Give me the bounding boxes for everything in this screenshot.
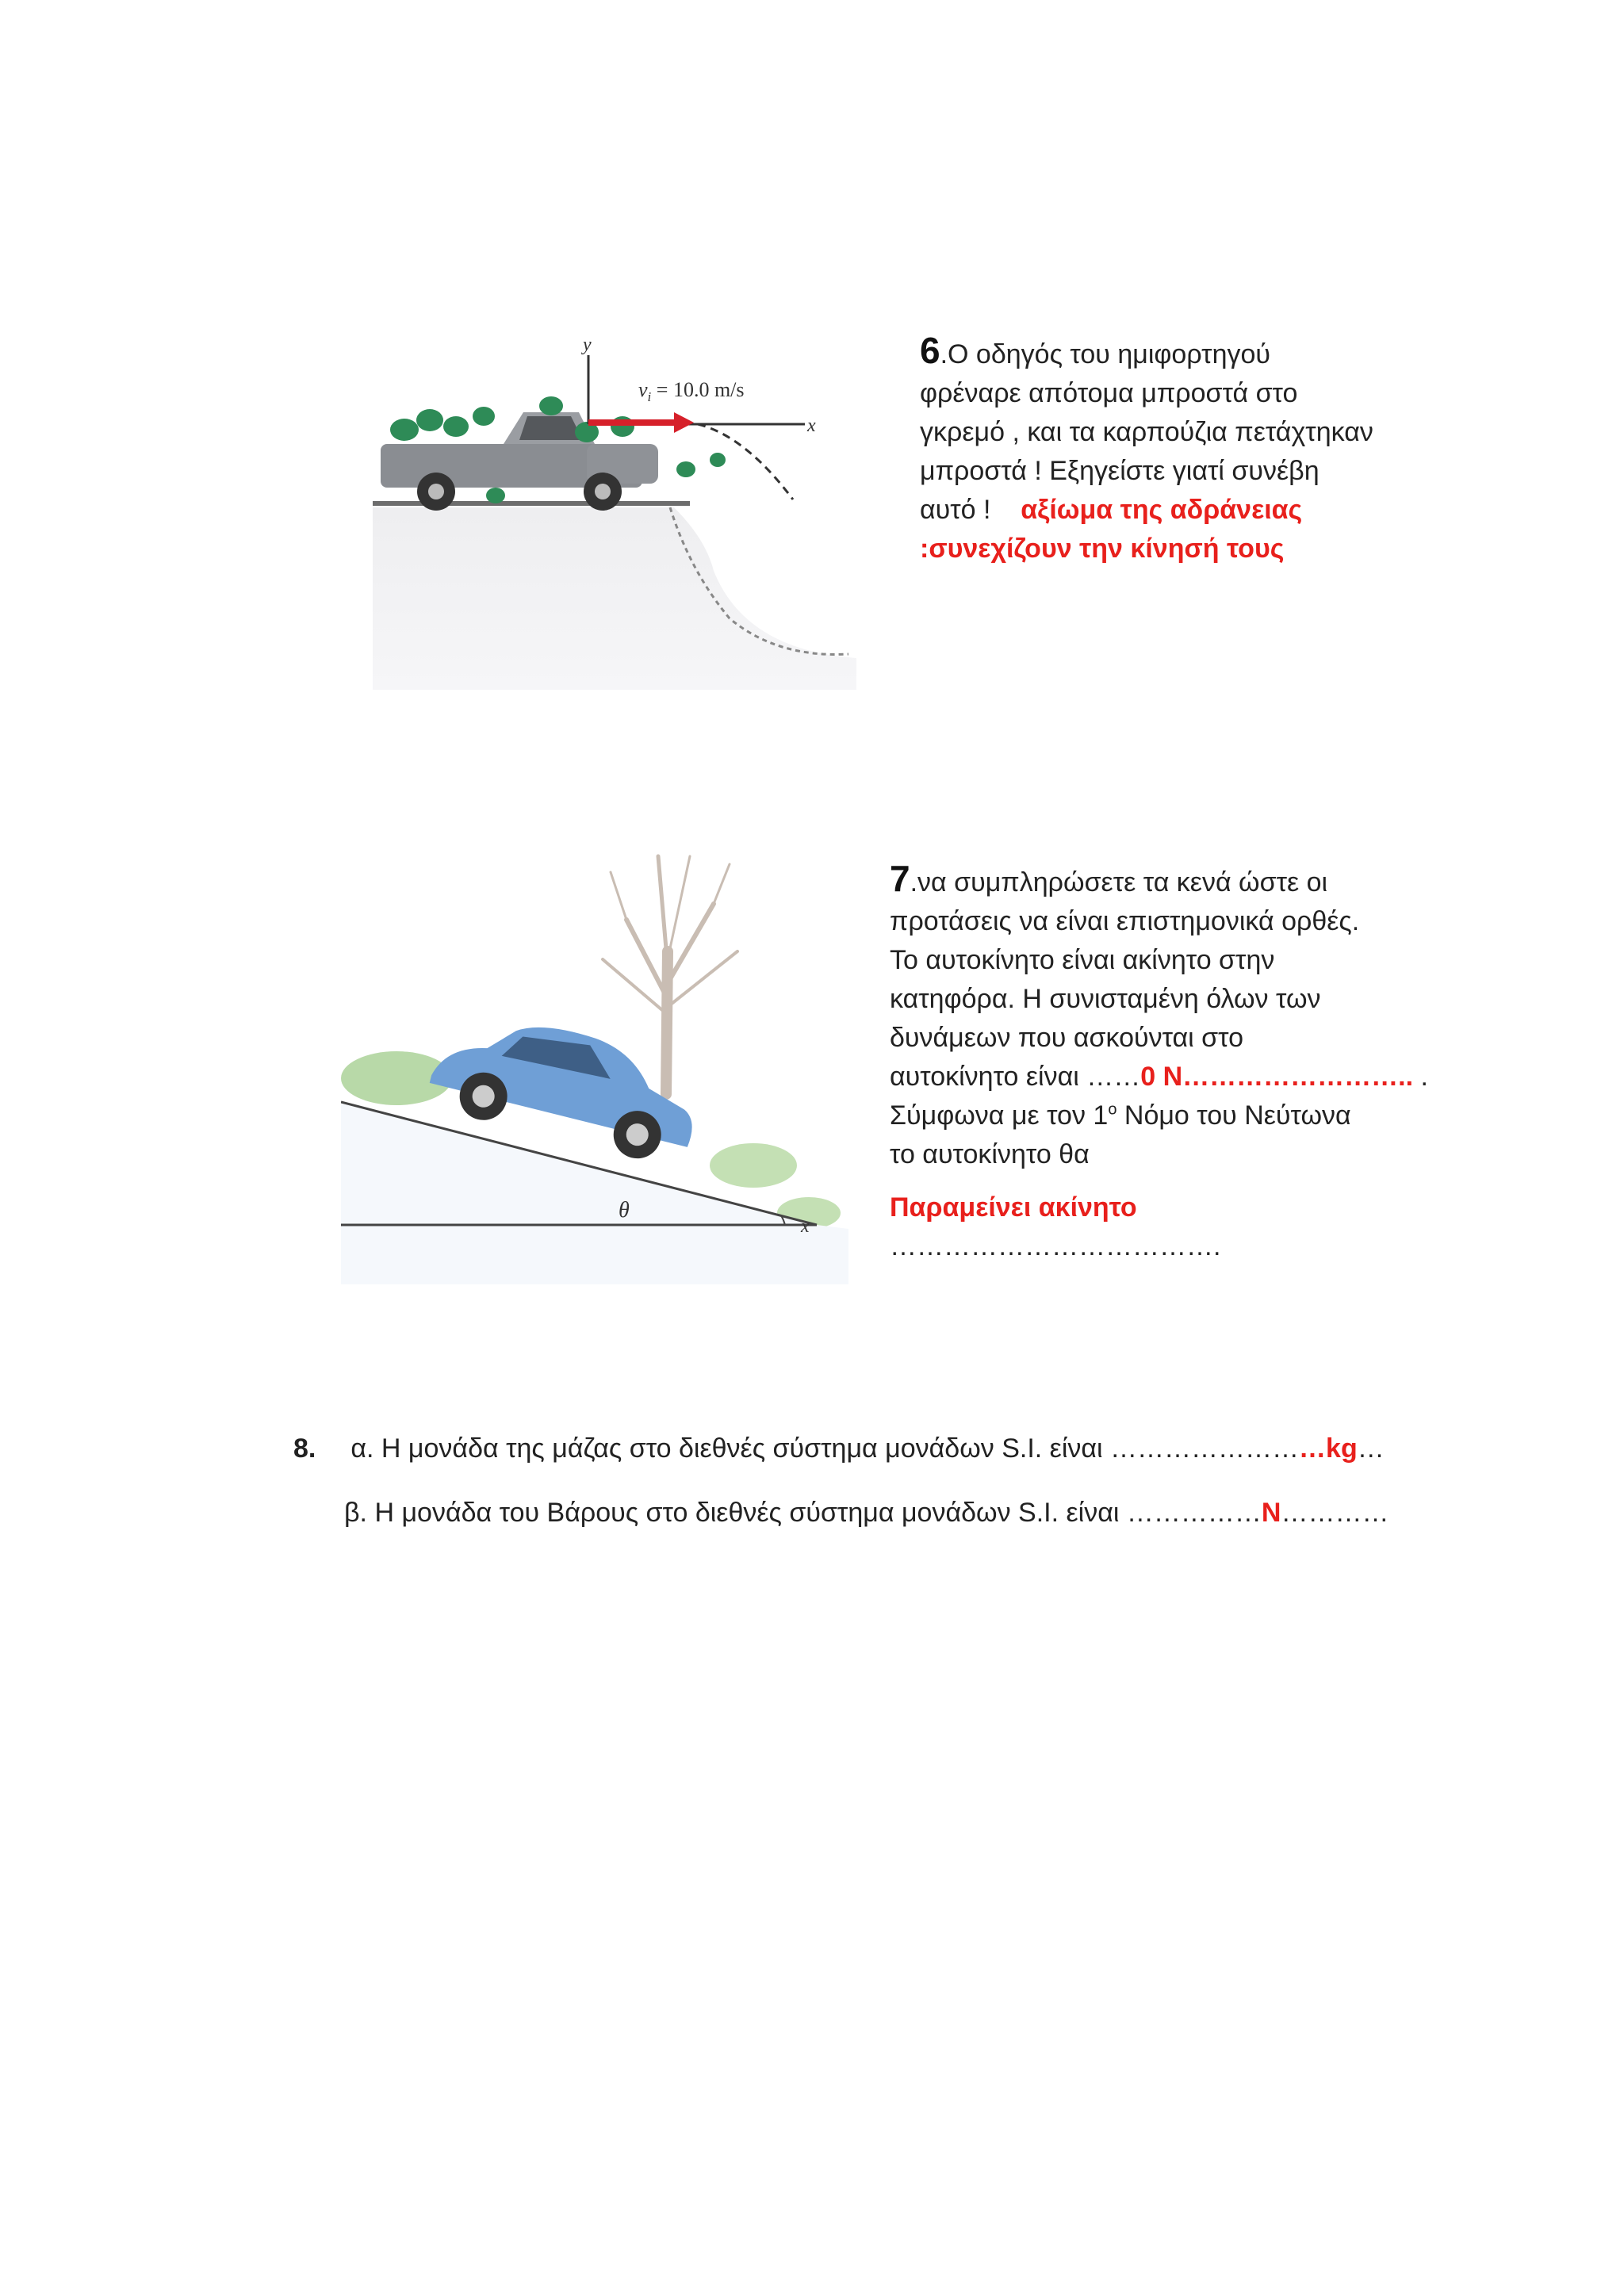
- x-axis-label: x: [807, 415, 816, 436]
- question-6-line-5: αυτό !: [920, 495, 991, 525]
- velocity-label: $v_i = 10.0$ m/s: [638, 378, 745, 404]
- truck-cliff-figure: [373, 333, 856, 690]
- question-7-number: 7: [890, 858, 910, 899]
- question-6: [920, 331, 1427, 568]
- car-incline-figure: [341, 840, 848, 1284]
- question-7-line-2: προτάσεις να είναι επιστημονικά ορθές.: [890, 906, 1360, 936]
- question-8a: [293, 1429, 1385, 1468]
- question-7-line-7-sup: ο: [1108, 1100, 1117, 1119]
- question-7-line-6-suffix: .: [1413, 1062, 1428, 1092]
- question-6-answer-2: :συνεχίζουν την κίνησή τους: [920, 534, 1285, 564]
- question-6-line-3: γκρεμό , και τα καρπούζια πετάχτηκαν: [920, 417, 1373, 447]
- question-7-line-1: .να συμπληρώσετε τα κενά ώστε οι: [910, 867, 1328, 897]
- question-7-line-7-prefix: Σύμφωνα με τον 1: [890, 1100, 1109, 1131]
- question-7-line-3: Το αυτοκίνητο είναι ακίνητο στην: [890, 945, 1275, 975]
- question-8-number: 8.: [293, 1433, 316, 1464]
- question-8b-answer: N: [1261, 1498, 1281, 1528]
- question-7: [890, 859, 1429, 1266]
- question-8a-suffix: …: [1357, 1433, 1385, 1464]
- question-8b-suffix: …………: [1281, 1498, 1389, 1528]
- x-axis-label-7: x: [801, 1216, 810, 1237]
- question-6-line-1: .Ο οδηγός του ημιφορτηγού: [940, 339, 1271, 369]
- theta-label: θ: [619, 1198, 630, 1223]
- question-6-answer-1: αξίωμα της αδράνειας: [1021, 495, 1303, 525]
- question-6-line-2: φρέναρε απότομα μπροστά στο: [920, 378, 1298, 408]
- y-axis-label: y: [583, 335, 592, 355]
- question-7-line-5: δυνάμεων που ασκούνται στο: [890, 1023, 1244, 1053]
- question-8b: [344, 1494, 1388, 1532]
- question-8a-answer: …kg: [1299, 1433, 1358, 1464]
- question-6-number: 6: [920, 330, 940, 371]
- question-8a-text: α. Η μονάδα της μάζας στο διεθνές σύστημα μονάδων S.I. είναι …………………: [350, 1433, 1300, 1464]
- question-7-answer-force: 0 N……………………..: [1140, 1062, 1414, 1092]
- question-7-line-6-prefix: αυτοκίνητο είναι ……: [890, 1062, 1141, 1092]
- question-7-answer-state: Παραμείνει ακίνητο: [890, 1192, 1137, 1223]
- question-8b-text: β. Η μονάδα του Βάρους στο διεθνές σύστημα μονάδων S.I. είναι ……………: [344, 1498, 1262, 1528]
- question-7-line-4: κατηφόρα. Η συνισταμένη όλων των: [890, 984, 1321, 1014]
- question-7-line-8: το αυτοκίνητο θα: [890, 1139, 1090, 1169]
- question-6-line-4: μπροστά ! Εξηγείστε γιατί συνέβη: [920, 456, 1320, 486]
- question-7-dots: ……………………………….: [890, 1231, 1221, 1261]
- question-7-line-7-suffix: Νόμο του Νεύτωνα: [1116, 1100, 1351, 1131]
